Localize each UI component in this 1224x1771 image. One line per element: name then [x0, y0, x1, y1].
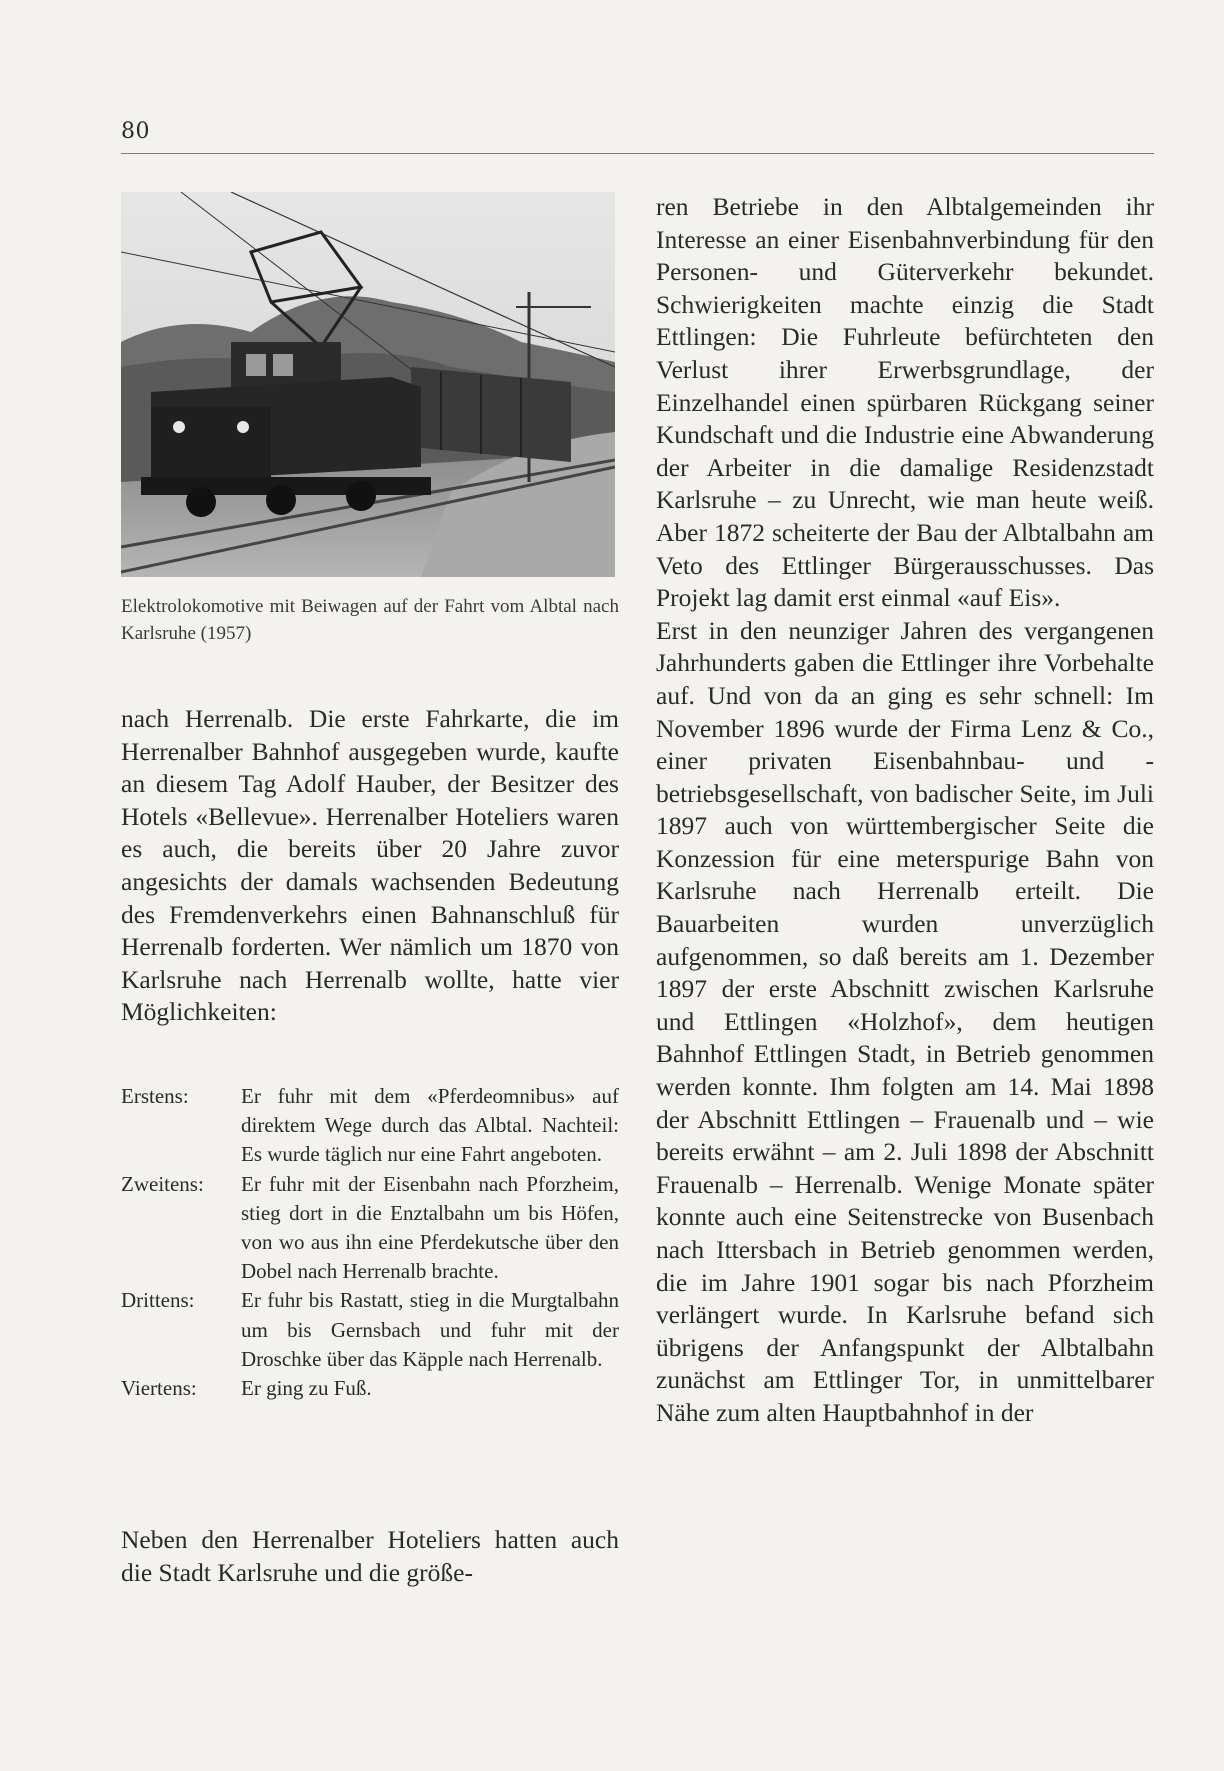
paragraph: Erst in den neunziger Jahren des vergangenen Jahrhunderts gaben die Ettlinger ihre Vorbehalte auf. Und von da an ging es sehr schnell: Im November 1896 wurde der Firma Lenz & Co., einer privaten Eisenbahnbau- und -betriebsgesellschaft, von badischer Seite, im Juli 1897 auch von württembergischer Seite die Konzession für eine meterspurige Bahn von Karlsruhe nach Herrenalb erteilt. Die Bauarbeiten wurden unverzüglich aufgenommen, so daß bereits am 1. Dezember 1897 der erste Abschnitt zwischen Karlsruhe und Ettlingen «Holzhof», dem heutigen Bahnhof Ettlingen Stadt, in Betrieb genommen werden konnte. Ihm folgten am 14. Mai 1898 der Abschnitt Ettlingen – Frauenalb und – wie bereits erwähnt – am 2. Juli 1898 der Abschnitt Frauenalb – Herrenalb. Wenige Monate später konnte auch eine Seitenstrecke von Busenbach nach Ittersbach in Betrieb genommen werden, die im Jahre 1901 sogar bis nach Pforzheim verlängert wurde. In Karlsruhe befand sich übrigens der Anfangspunkt der Albtalbahn zunächst am Ettlinger Tor, in unmittelbarer Nähe zum alten Hauptbahnhof in der [656, 615, 1154, 1427]
right-column-text [656, 191, 1154, 1430]
case-label: Drittens: [121, 1288, 195, 1313]
case-label: Erstens: [121, 1084, 189, 1108]
header-rule [121, 153, 1154, 154]
electric-locomotive-photo [121, 192, 615, 577]
case-label: Viertens: [121, 1376, 197, 1401]
locomotive-illustration [121, 192, 615, 577]
list-item [121, 1082, 619, 1170]
list-item [121, 1374, 619, 1403]
page-number: 80 [121, 119, 150, 144]
paragraph: nach Herrenalb. Die erste Fahrkarte, die im Herrenalber Bahnhof ausgegeben wurde, kaufte an diesem Tag Adolf Hauber, der Besitzer des Hotels «Bellevue». Herrenalber Hoteliers waren es auch, die bereits über 20 Jahre zuvor angesichts der damals wachsenden Bedeutung des Fremdenverkehrs einen Bahnanschluß für Herrenalb forderten. Wer nämlich um 1870 von Karlsruhe nach Herrenalb wollte, hatte vier Möglichkeiten: [121, 704, 619, 1027]
case-text: Er fuhr mit der Eisenbahn nach Pforzheim, stieg dort in die Enztalbahn um bis Höfen, von wo aus ihn eine Pferdekutsche über den Dobel nach Herrenalb brachte. [241, 1171, 619, 1284]
list-item [121, 1170, 619, 1287]
paragraph: ren Betriebe in den Albtalgemeinden ihr Interesse an einer Eisenbahnverbindung für den Personen- und Güterverkehr bekundet. Schwierigkeiten machte einzig die Stadt Ettlingen: Die Fuhrleute befürchteten den Verlust ihrer Erwerbsgrundlage, der Einzelhandel einen spürbaren Rückgang seiner Kundschaft und die Industrie eine Abwanderung der Arbeiter in die damalige Residenzstadt Karlsruhe – zu Unrecht, wie man heute weiß. Aber 1872 scheiterte der Bau der Albtalbahn am Veto des Ettlinger Bürgerausschusses. Das Projekt lag damit erst einmal «auf Eis». [656, 192, 1154, 613]
paragraph: Neben den Herrenalber Hoteliers hatten auch die Stadt Karlsruhe und die größe- [121, 1525, 619, 1587]
case-label: Zweitens: [121, 1171, 204, 1196]
photo-caption: Elektrolokomotive mit Beiwagen auf der Fahrt vom Albtal nach Karlsruhe (1957) [121, 596, 619, 644]
case-text: Er fuhr mit dem «Pferdeomnibus» auf direktem Wege durch das Albtal. Nachteil: Es wurde täglich nur eine Fahrt angeboten. [241, 1084, 619, 1167]
left-column-text-top [121, 703, 619, 1029]
left-column-text-bottom [121, 1524, 619, 1589]
case-text: Er ging zu Fuß. [241, 1376, 372, 1401]
list-item [121, 1286, 619, 1374]
travel-options-list [121, 1082, 619, 1403]
case-text: Er fuhr bis Rastatt, stieg in die Murgtalbahn um bis Gernsbach und fuhr mit der Droschke über das Käpple nach Herrenalb. [241, 1288, 619, 1371]
